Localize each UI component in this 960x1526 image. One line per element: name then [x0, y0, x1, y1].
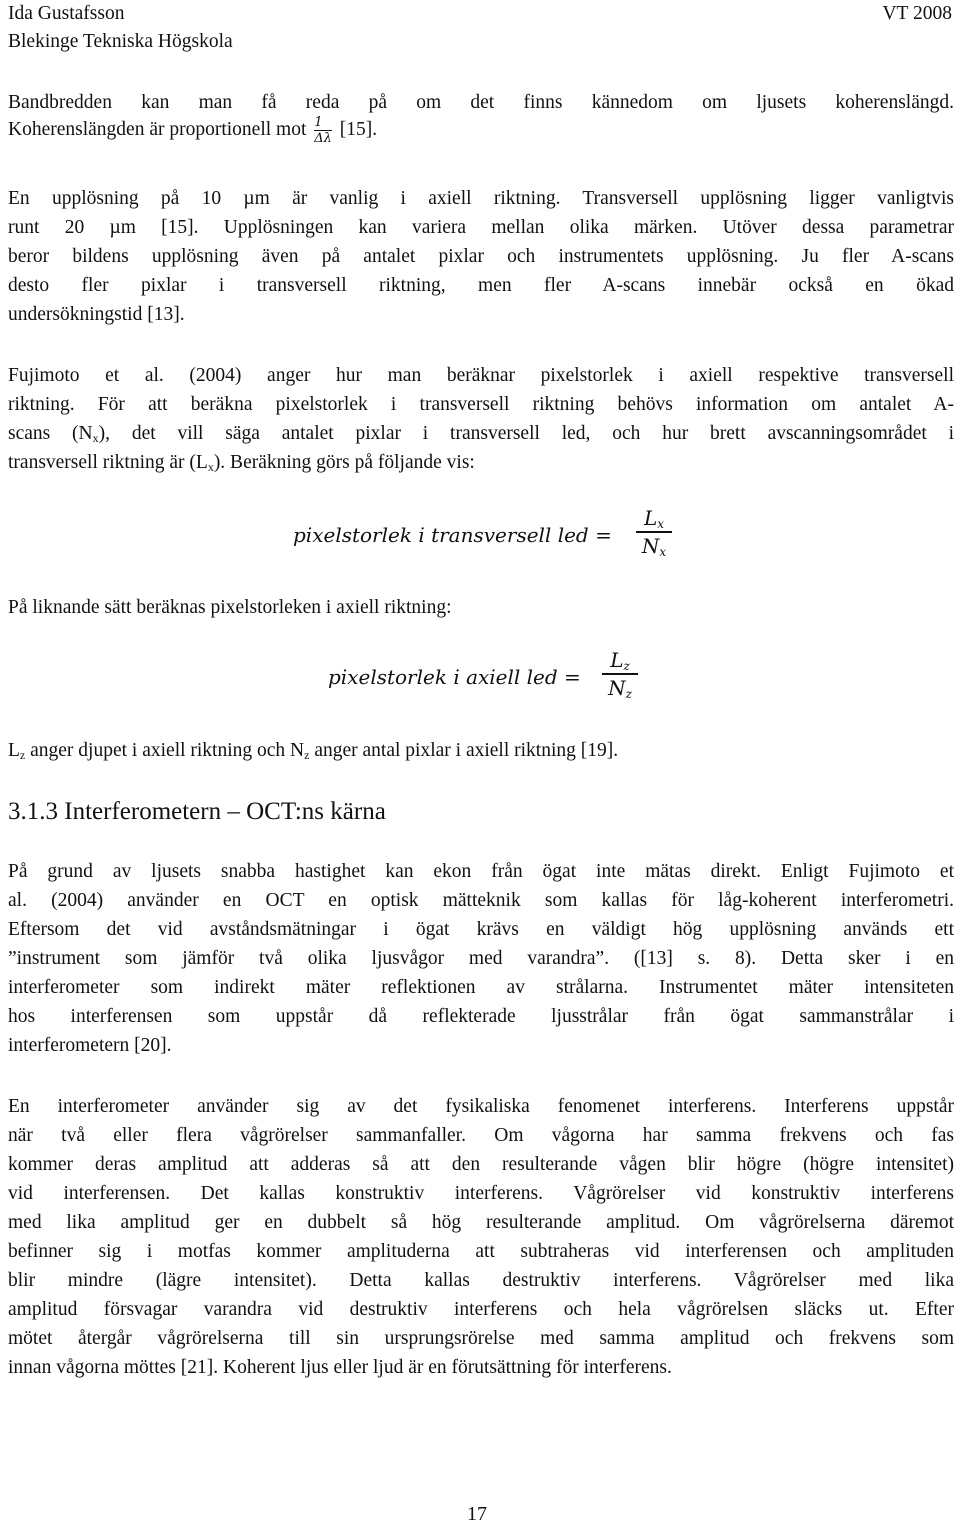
equation-axial-lhs: pixelstorlek i axiell led =: [328, 665, 581, 689]
inverse-bandwidth-fraction: [314, 115, 332, 146]
text-line: En upplösning på 10 µm är vanlig i axiell riktning. Transversell upplösning ligger vanligtvis: [8, 188, 954, 209]
text-line: kommer deras amplitud att adderas så att den resulterande vågen blir högre (högre intensitet): [8, 1154, 954, 1175]
text-line: ”instrument som jämför två olika ljusvågor med varandra”. ([13] s. 8). Detta sker i en: [8, 948, 954, 969]
text-fragment: Koherenslängden är proportionell mot: [8, 119, 307, 140]
text-line: interferometern [20].: [8, 1035, 172, 1056]
paragraph-resolution: [8, 184, 954, 329]
equation-transversal-fraction: [634, 505, 674, 559]
paragraph-bandwidth: [8, 88, 954, 146]
fraction-numerator: 1: [314, 115, 323, 131]
text-line: al. (2004) använder en OCT en optisk mätteknik som kallas för låg-koherent interferometri.: [8, 890, 954, 911]
text-line: vid interferensen. Det kallas konstruktiv interferens. Vågrörelser vid konstruktiv interferens: [8, 1183, 954, 1204]
text-line: blir mindre (lägre intensitet). Detta kallas destruktiv interferens. Vågrörelser med lika: [8, 1270, 954, 1291]
text-fragment: ), det vill säga antalet pixlar i transversell led, och hur brett avscanningsområdet i: [98, 423, 954, 444]
paragraph-axial-intro: [8, 593, 954, 622]
text-fragment: transversell riktning är (L: [8, 452, 208, 473]
text-fragment: ). Beräkning görs på följande vis:: [213, 452, 475, 473]
subscript: x: [92, 431, 99, 445]
text-line: Bandbredden kan man få reda på om det finns kännedom om ljusets koherenslängd.: [8, 92, 954, 113]
text-line: $L_z$ anger djupet i axiell riktning och $N_z$ anger antal pixlar i axiell riktning [19].: [8, 740, 619, 762]
page-number: 17: [467, 1503, 487, 1525]
text-line: innan vågorna möttes [21]. Koherent ljus eller ljud är en förutsättning för interferens.: [8, 1357, 672, 1378]
paragraph-pixelsize: [8, 361, 954, 477]
text-line: På liknande sätt beräknas pixelstorleken i axiell riktning:: [8, 597, 452, 618]
text-line: [8, 448, 954, 477]
text-line: med lika amplitud ger en dubbelt så hög resulterande amplitud. Om vågrörelserna däremot: [8, 1212, 954, 1233]
text-line: amplitud försvagar varandra vid destruktiv interferens och hela vågrörelsen släcks ut. Efter: [8, 1299, 954, 1320]
text-line: [8, 115, 954, 146]
fraction-numerator: $L_x$: [643, 506, 665, 531]
fraction-numerator: $L_z$: [610, 648, 630, 673]
text-fragment: [15].: [339, 119, 378, 140]
header-institution: Blekinge Tekniska Högskola: [8, 31, 233, 52]
header-term: VT 2008: [882, 3, 952, 24]
equation-transversal-lhs: pixelstorlek i transversell led =: [293, 523, 612, 547]
text-line: riktning. För att beräkna pixelstorlek i transversell riktning behövs information om antalet A-: [8, 394, 954, 415]
equation-axial-fraction: [600, 647, 640, 701]
text-line: mötet återgår vågrörelserna till sin ursprungsrörelse med samma amplitud och frekvens som: [8, 1328, 954, 1349]
text-fragment: scans (N: [8, 423, 93, 444]
subscript: x: [207, 460, 214, 474]
text-line: Fujimoto et al. (2004) anger hur man beräknar pixelstorlek i axiell respektive transversell: [8, 365, 954, 386]
section-heading: 3.1.3 Interferometern – OCT:ns kärna: [8, 798, 386, 825]
paragraph-axial-definition: [8, 736, 954, 765]
text-line: desto fler pixlar i transversell riktning, men fler A-scans innebär också en ökad: [8, 275, 954, 296]
text-line: [8, 419, 954, 448]
text-line: En interferometer använder sig av det fysikaliska fenomenet interferens. Interferens uppstår: [8, 1096, 954, 1117]
fraction-denominator: $N_z$: [608, 675, 632, 701]
fraction-denominator: $N_x$: [641, 533, 667, 559]
text-line: interferometer som indirekt mäter reflektionen av strålarna. Instrumentet mäter intensiteten: [8, 977, 954, 998]
text-line: när två eller flera vågrörelser sammanfaller. Om vågorna har samma frekvens och fas: [8, 1125, 954, 1146]
text-line: beror bildens upplösning även på antalet pixlar och instrumentets upplösning. Ju fler A-scans: [8, 246, 954, 267]
paragraph-interference: [8, 1092, 954, 1382]
text-line: På grund av ljusets snabba hastighet kan ekon från ögat inte mätas direkt. Enligt Fujimoto et: [8, 861, 954, 882]
text-line: Eftersom det vid avståndsmätningar i ögat krävs en väldigt hög upplösning används ett: [8, 919, 954, 940]
header-author: Ida Gustafsson: [8, 3, 125, 24]
text-line: hos interferensen som uppstår då reflekterade ljusstrålar från ögat sammanstrålar i: [8, 1006, 954, 1027]
paragraph-interferometer: [8, 857, 954, 1060]
text-line: undersökningstid [13].: [8, 304, 185, 325]
fraction-denominator: Δλ: [314, 131, 332, 147]
text-line: befinner sig i motfas kommer amplituderna att subtraheras vid interferensen och amplituden: [8, 1241, 954, 1262]
text-line: runt 20 µm [15]. Upplösningen kan variera mellan olika märken. Utöver dessa parametrar: [8, 217, 954, 238]
